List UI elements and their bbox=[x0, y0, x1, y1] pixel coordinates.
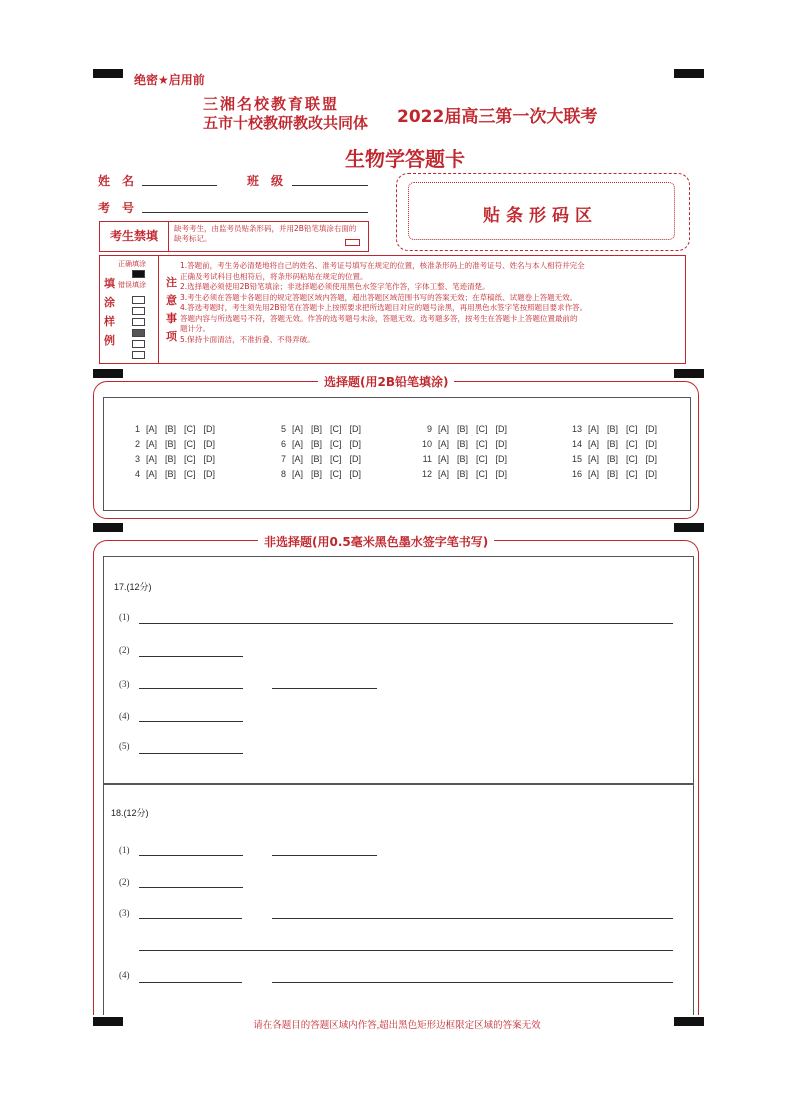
notice-line: 正确及考试科目也相符后，将条形码粘贴在规定的位置。 bbox=[180, 271, 368, 281]
answer-option-bubble[interactable]: [A] bbox=[588, 424, 600, 434]
answer-option-bubble[interactable]: [D] bbox=[203, 439, 216, 449]
question-number: 5 bbox=[280, 424, 286, 434]
answer-line[interactable] bbox=[139, 855, 243, 856]
answer-option-bubble[interactable]: [B] bbox=[607, 454, 619, 464]
choice-section-title: 选择题(用2B铅笔填涂) bbox=[318, 373, 454, 390]
choice-question-row bbox=[570, 454, 665, 464]
q18-answer-box bbox=[103, 783, 694, 1015]
answer-option-bubble[interactable]: [C] bbox=[626, 439, 638, 449]
answer-option-bubble[interactable]: [B] bbox=[165, 469, 177, 479]
answer-option-bubble[interactable]: [A] bbox=[146, 439, 158, 449]
notice-line: 答题内容与所选题号不符，答题无效。作答的选考题号未涂，答题无效。选考题多答，按考生在答题卡上答题位置最前的 bbox=[180, 313, 578, 323]
question-number: 15 bbox=[571, 454, 582, 464]
registration-mark bbox=[93, 369, 123, 378]
question-number: 4 bbox=[134, 469, 140, 479]
answer-option-bubble[interactable]: [A] bbox=[588, 454, 600, 464]
question-number: 6 bbox=[280, 439, 286, 449]
answer-line[interactable] bbox=[139, 623, 673, 624]
choice-question-row bbox=[274, 424, 369, 434]
answer-option-bubble[interactable]: [B] bbox=[311, 454, 323, 464]
answer-line[interactable] bbox=[139, 950, 673, 951]
wrong-fill-swatch bbox=[132, 296, 145, 304]
wrong-fill-swatch bbox=[132, 318, 145, 326]
answer-option-bubble[interactable]: [C] bbox=[476, 424, 488, 434]
answer-option-bubble[interactable]: [D] bbox=[349, 424, 362, 434]
answer-option-bubble[interactable]: [B] bbox=[311, 439, 323, 449]
answer-line[interactable] bbox=[139, 982, 242, 983]
answer-option-bubble[interactable]: [B] bbox=[311, 469, 323, 479]
q17-title: 17.(12分) bbox=[114, 582, 152, 592]
choice-question-row bbox=[274, 469, 369, 479]
q18-part-label: (2) bbox=[119, 877, 130, 887]
answer-line[interactable] bbox=[139, 656, 243, 657]
answer-option-bubble[interactable]: [B] bbox=[607, 424, 619, 434]
q18-title: 18.(12分) bbox=[111, 808, 149, 818]
answer-option-bubble[interactable]: [C] bbox=[330, 454, 342, 464]
answer-option-bubble[interactable]: [B] bbox=[457, 469, 469, 479]
answer-option-bubble[interactable]: [C] bbox=[330, 439, 342, 449]
class-field[interactable] bbox=[292, 185, 368, 186]
question-number: 16 bbox=[571, 469, 582, 479]
answer-option-bubble[interactable]: [D] bbox=[645, 454, 658, 464]
wrong-fill-label: 错误填涂 bbox=[118, 281, 146, 289]
answer-option-bubble[interactable]: [D] bbox=[203, 454, 216, 464]
question-number: 1 bbox=[134, 424, 140, 434]
page-title: 生物学答题卡 bbox=[345, 147, 465, 171]
answer-option-bubble[interactable]: [A] bbox=[438, 424, 450, 434]
answer-option-bubble[interactable]: [D] bbox=[349, 454, 362, 464]
choice-question-row bbox=[128, 424, 223, 434]
answer-option-bubble[interactable]: [C] bbox=[476, 454, 488, 464]
answer-option-bubble[interactable]: [C] bbox=[184, 469, 196, 479]
choice-question-row bbox=[420, 439, 515, 449]
answer-option-bubble[interactable]: [D] bbox=[203, 469, 216, 479]
footer-note: 请在各题目的答题区域内作答,超出黑色矩形边框限定区域的答案无效 bbox=[253, 1021, 541, 1031]
answer-option-bubble[interactable]: [A] bbox=[438, 454, 450, 464]
question-number: 3 bbox=[134, 454, 140, 464]
class-label: 班 级 bbox=[247, 174, 284, 188]
answer-line[interactable] bbox=[139, 753, 243, 754]
q18-part-label: (3) bbox=[119, 908, 130, 918]
answer-option-bubble[interactable]: [A] bbox=[292, 454, 304, 464]
answer-line[interactable] bbox=[139, 688, 243, 689]
exam-id-label: 考 号 bbox=[98, 201, 135, 215]
notice-text bbox=[180, 261, 680, 345]
choice-question-row bbox=[128, 469, 223, 479]
q17-part-label: (5) bbox=[119, 741, 130, 751]
registration-mark bbox=[674, 523, 704, 532]
answer-option-bubble[interactable]: [D] bbox=[495, 439, 508, 449]
registration-mark bbox=[674, 69, 704, 78]
question-number: 13 bbox=[571, 424, 582, 434]
answer-option-bubble[interactable]: [A] bbox=[292, 469, 304, 479]
answer-option-bubble[interactable]: [C] bbox=[626, 469, 638, 479]
answer-option-bubble[interactable]: [D] bbox=[645, 469, 658, 479]
choice-question-row bbox=[274, 454, 369, 464]
q17-part-label: (2) bbox=[119, 645, 130, 655]
answer-option-bubble[interactable]: [D] bbox=[645, 424, 658, 434]
choice-question-row bbox=[274, 439, 369, 449]
exam-title: 2022届高三第一次大联考 bbox=[397, 107, 598, 127]
absent-box bbox=[99, 221, 369, 252]
absent-label: 考生禁填 bbox=[100, 222, 169, 251]
question-number: 8 bbox=[280, 469, 286, 479]
answer-option-bubble[interactable]: [A] bbox=[438, 469, 450, 479]
answer-option-bubble[interactable]: [C] bbox=[184, 454, 196, 464]
answer-option-bubble[interactable]: [D] bbox=[645, 439, 658, 449]
answer-option-bubble[interactable]: [B] bbox=[607, 439, 619, 449]
question-number: 11 bbox=[422, 454, 432, 464]
correct-fill-swatch bbox=[132, 270, 145, 278]
answer-option-bubble[interactable]: [C] bbox=[476, 439, 488, 449]
wrong-fill-swatch bbox=[132, 340, 145, 348]
absent-instructions: 缺考考生，由监考员贴条形码，并用2B铅笔填涂右面的缺考标记。 bbox=[174, 224, 357, 243]
answer-option-bubble[interactable]: [B] bbox=[457, 424, 469, 434]
answer-option-bubble[interactable]: [A] bbox=[146, 424, 158, 434]
answer-option-bubble[interactable]: [D] bbox=[495, 454, 508, 464]
answer-option-bubble[interactable]: [D] bbox=[495, 469, 508, 479]
name-label: 姓 名 bbox=[98, 174, 135, 188]
question-number: 10 bbox=[421, 439, 432, 449]
answer-option-bubble[interactable]: [B] bbox=[311, 424, 323, 434]
answer-option-bubble[interactable]: [C] bbox=[626, 424, 638, 434]
answer-option-bubble[interactable]: [D] bbox=[203, 424, 216, 434]
answer-option-bubble[interactable]: [D] bbox=[349, 439, 362, 449]
answer-option-bubble[interactable]: [B] bbox=[607, 469, 619, 479]
answer-option-bubble[interactable]: [C] bbox=[330, 424, 342, 434]
question-number: 7 bbox=[280, 454, 286, 464]
registration-mark bbox=[93, 69, 123, 78]
notice-line: 3.考生必须在答题卡各题目的规定答题区域内答题，超出答题区域范围书写的答案无效；在草稿纸、试题卷上答题无效。 bbox=[180, 292, 578, 302]
answer-option-bubble[interactable]: [C] bbox=[476, 469, 488, 479]
correct-fill-label: 正确填涂 bbox=[118, 260, 146, 268]
answer-option-bubble[interactable]: [C] bbox=[184, 424, 196, 434]
fill-example bbox=[100, 256, 159, 363]
answer-line[interactable] bbox=[272, 918, 673, 919]
nonchoice-section-title: 非选择题(用0.5毫米黑色墨水签字笔书写) bbox=[258, 533, 494, 550]
organizer-line-2: 五市十校教研教改共同体 bbox=[203, 114, 369, 132]
question-number: 14 bbox=[571, 439, 582, 449]
question-number: 9 bbox=[426, 424, 432, 434]
choice-question-row bbox=[570, 469, 665, 479]
notice-line: 5.保持卡面清洁，不准折叠、不得弄破。 bbox=[180, 334, 315, 344]
wrong-fill-swatch bbox=[132, 329, 145, 337]
registration-mark bbox=[674, 369, 704, 378]
barcode-label: 贴条形码区 bbox=[483, 206, 598, 226]
choice-question-row bbox=[128, 439, 223, 449]
answer-option-bubble[interactable]: [B] bbox=[165, 439, 177, 449]
wrong-fill-swatch bbox=[132, 307, 145, 315]
notice-box bbox=[99, 255, 686, 364]
q18-part-label: (1) bbox=[119, 845, 130, 855]
wrong-fill-swatch bbox=[132, 351, 145, 359]
notice-line: 4.答选考题时，考生须先用2B铅笔在答题卡上按照要求把所选题目对应的题号涂黑，再用黑色水签字笔按照题目要求作答。 bbox=[180, 303, 588, 312]
answer-option-bubble[interactable]: [A] bbox=[292, 439, 304, 449]
question-number: 12 bbox=[421, 469, 432, 479]
q18-part-label: (4) bbox=[119, 970, 130, 980]
q17-part-label: (1) bbox=[119, 612, 130, 622]
answer-option-bubble[interactable]: [B] bbox=[165, 424, 177, 434]
answer-option-bubble[interactable]: [C] bbox=[626, 454, 638, 464]
q17-part-label: (4) bbox=[119, 711, 130, 721]
answer-option-bubble[interactable]: [A] bbox=[146, 469, 158, 479]
answer-option-bubble[interactable]: [D] bbox=[495, 424, 508, 434]
notice-line: 1.答题前，考生务必清楚地将自己的姓名、准考证号填写在规定的位置，核准条形码上的准考证号、姓名与本人相符并完全 bbox=[180, 261, 585, 270]
choice-question-row bbox=[128, 454, 223, 464]
answer-option-bubble[interactable]: [A] bbox=[438, 439, 450, 449]
choice-question-row bbox=[420, 469, 515, 479]
organizer-line-1: 三湘名校教育联盟 bbox=[203, 95, 340, 113]
fill-example-label: 填涂样例 bbox=[104, 277, 115, 347]
answer-option-bubble[interactable]: [B] bbox=[165, 454, 177, 464]
answer-option-bubble[interactable]: [A] bbox=[146, 454, 158, 464]
answer-line[interactable] bbox=[272, 855, 377, 856]
choice-question-row bbox=[420, 454, 515, 464]
answer-line[interactable] bbox=[272, 982, 673, 983]
confidential-label: 绝密★启用前 bbox=[134, 73, 205, 87]
name-field[interactable] bbox=[142, 185, 217, 186]
registration-mark bbox=[93, 523, 123, 532]
answer-option-bubble[interactable]: [D] bbox=[349, 469, 362, 479]
answer-line[interactable] bbox=[139, 887, 243, 888]
notice-items-label: 注意事项 bbox=[166, 276, 177, 343]
answer-option-bubble[interactable]: [A] bbox=[588, 469, 600, 479]
answer-option-bubble[interactable]: [A] bbox=[292, 424, 304, 434]
exam-id-field[interactable] bbox=[142, 212, 368, 213]
absent-mark-checkbox[interactable] bbox=[345, 239, 360, 246]
organizer-block bbox=[203, 95, 368, 133]
answer-option-bubble[interactable]: [C] bbox=[330, 469, 342, 479]
answer-option-bubble[interactable]: [A] bbox=[588, 439, 600, 449]
question-number: 2 bbox=[134, 439, 140, 449]
answer-line[interactable] bbox=[139, 721, 243, 722]
answer-line[interactable] bbox=[139, 918, 242, 919]
answer-option-bubble[interactable]: [B] bbox=[457, 439, 469, 449]
answer-option-bubble[interactable]: [B] bbox=[457, 454, 469, 464]
notice-line: 2.选择题必须使用2B铅笔填涂；非选择题必须使用黑色水签字笔作答，字体工整、笔迹清楚。 bbox=[180, 282, 490, 291]
answer-line[interactable] bbox=[272, 688, 377, 689]
choice-question-row bbox=[420, 424, 515, 434]
answer-option-bubble[interactable]: [C] bbox=[184, 439, 196, 449]
choice-question-row bbox=[570, 439, 665, 449]
q17-part-label: (3) bbox=[119, 679, 130, 689]
choice-question-row bbox=[570, 424, 665, 434]
notice-line: 题计分。 bbox=[180, 324, 210, 333]
q17-answer-box bbox=[103, 556, 694, 785]
